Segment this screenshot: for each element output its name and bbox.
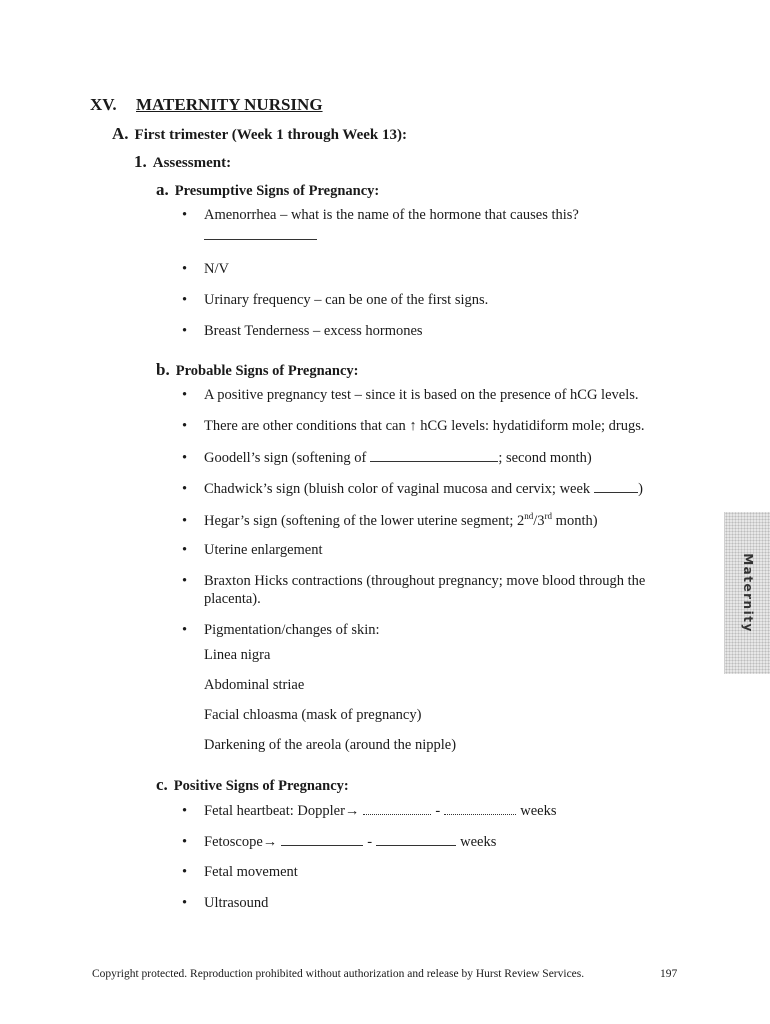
skin-change-item: Abdominal striae — [204, 677, 305, 693]
page-number: 197 — [660, 968, 678, 980]
bullet: • — [182, 387, 188, 403]
probable-marker: b. — [156, 360, 170, 379]
side-tab-label: Maternity — [741, 553, 755, 633]
subsection-marker: 1. — [134, 152, 147, 171]
probable-heading — [156, 360, 358, 380]
copyright-footer: Copyright protected. Reproduction prohibited without authorization and release by Hurst Review Services. — [92, 968, 585, 980]
bullet: • — [182, 803, 188, 819]
presumptive-heading — [156, 180, 379, 200]
section-side-tab — [724, 512, 770, 674]
list-item: • Fetal heartbeat: Doppler→ - weeks — [182, 803, 557, 819]
list-item: • Ultrasound — [182, 895, 269, 911]
skin-change-item: Linea nigra — [204, 647, 271, 663]
bullet: • — [182, 207, 188, 223]
list-item: • There are other conditions that can ↑ hCG levels: hydatidiform mole; drugs. — [182, 418, 645, 434]
bullet: • — [182, 450, 188, 466]
answer-blank — [594, 480, 638, 493]
answer-blank — [444, 802, 516, 815]
bullet: • — [182, 481, 188, 497]
list-item: • Breast Tenderness – excess hormones — [182, 323, 423, 339]
skin-change-item: Facial chloasma (mask of pregnancy) — [204, 707, 422, 723]
positive-heading — [156, 775, 349, 795]
section-title: MATERNITY NURSING — [136, 95, 323, 114]
list-item: • A positive pregnancy test – since it is based on the presence of hCG levels. — [182, 387, 639, 403]
list-item: • Uterine enlargement — [182, 542, 323, 558]
list-item: • Urinary frequency – can be one of the first signs. — [182, 292, 489, 308]
bullet: • — [182, 895, 188, 911]
part-heading — [112, 124, 407, 144]
bullet: • — [182, 292, 188, 308]
answer-blank — [363, 802, 431, 815]
list-item: • Pigmentation/changes of skin: — [182, 622, 380, 638]
positive-title: Positive Signs of Pregnancy: — [173, 778, 349, 794]
answer-blank — [281, 833, 363, 846]
answer-blank — [204, 227, 317, 240]
bullet: • — [182, 261, 188, 277]
list-item: • Chadwick’s sign (bluish color of vaginal mucosa and cervix; week ) — [182, 481, 644, 497]
bullet: • — [182, 622, 188, 638]
bullet: • — [182, 573, 188, 589]
section-heading — [90, 95, 323, 115]
skin-change-item: Darkening of the areola (around the nipple) — [204, 737, 457, 753]
presumptive-marker: a. — [156, 180, 169, 199]
presumptive-title: Presumptive Signs of Pregnancy: — [174, 183, 380, 199]
answer-blank — [376, 833, 456, 846]
subsection-heading — [134, 152, 231, 172]
list-item: • Hegar’s sign (softening of the lower uterine segment; 2nd/3rd month) — [182, 511, 598, 529]
section-number: XV. — [90, 95, 117, 114]
bullet: • — [182, 512, 188, 529]
bullet: • — [182, 323, 188, 339]
list-item: • N/V — [182, 261, 229, 277]
list-item: • Fetal movement — [182, 864, 298, 880]
list-item: • Fetoscope→ - weeks — [182, 834, 497, 850]
part-marker: A. — [112, 124, 129, 143]
list-item: • Braxton Hicks contractions (throughout pregnancy; move blood through the — [182, 573, 646, 589]
bullet: • — [182, 418, 188, 434]
bullet: • — [182, 864, 188, 880]
subsection-title: Assessment: — [152, 155, 232, 171]
list-item: • Amenorrhea – what is the name of the hormone that causes this? — [182, 207, 579, 223]
list-item-continuation: placenta). — [204, 591, 261, 607]
answer-blank — [370, 449, 498, 462]
probable-title: Probable Signs of Pregnancy: — [175, 363, 359, 379]
bullet: • — [182, 542, 188, 558]
list-item: • Goodell’s sign (softening of ; second month) — [182, 450, 592, 466]
bullet: • — [182, 834, 188, 850]
part-title: First trimester (Week 1 through Week 13): — [134, 127, 407, 143]
positive-marker: c. — [156, 775, 168, 794]
